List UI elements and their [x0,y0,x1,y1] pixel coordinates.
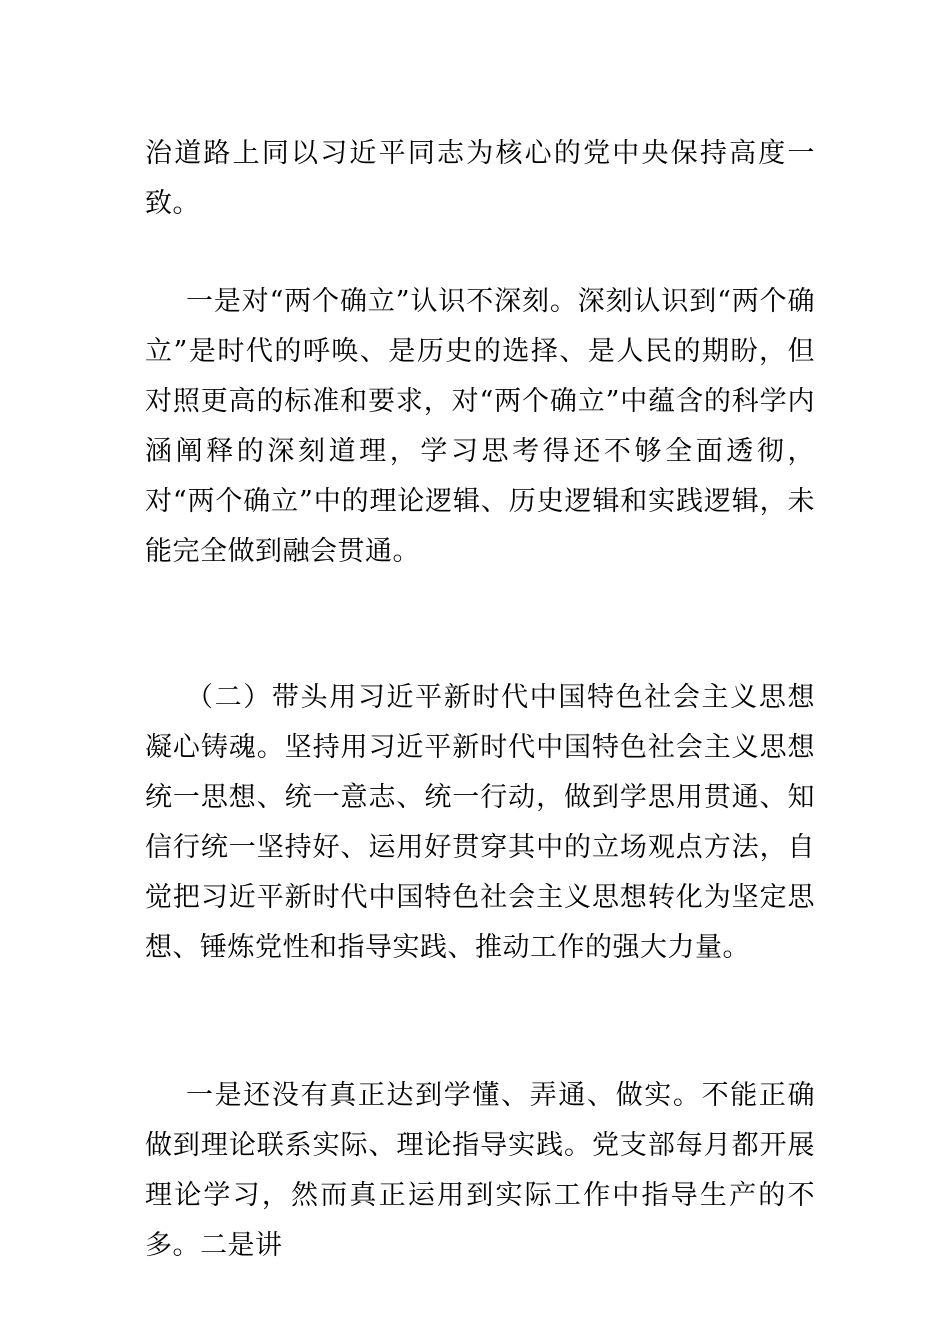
paragraph-section-two-heading: （二）带头用习近平新时代中国特色社会主义思想凝心铸魂。坚持用习近平新时代中国特色社会主义思想统一思想、统一意志、统一行动，做到学思用贯通、知信行统一坚持好、运用好贯穿其中的立场观点方法，自觉把习近平新时代中国特色社会主义思想转化为坚定思想、锤炼党性和指导实践、推动工作的强大力量。 [145,682,815,963]
paragraph-two-establishments: 一是对“两个确立”认识不深刻。深刻认识到“两个确立”是时代的呼唤、是历史的选择、是人民的期盼，但对照更高的标准和要求，对“两个确立”中蕴含的科学内涵阐释的深刻道理，学习思考得还不够全面透彻，对“两个确立”中的理论逻辑、历史逻辑和实践逻辑，未能完全做到融会贯通。 [145,286,815,567]
paragraph-theory-practice: 一是还没有真正达到学懂、弄通、做实。不能正确做到理论联系实际、理论指导实践。党支部每月都开展理论学习，然而真正运用到实际工作中指导生产的不多。二是讲 [145,1080,815,1261]
paragraph-continuation: 治道路上同以习近平同志为核心的党中央保持高度一致。 [145,138,815,219]
